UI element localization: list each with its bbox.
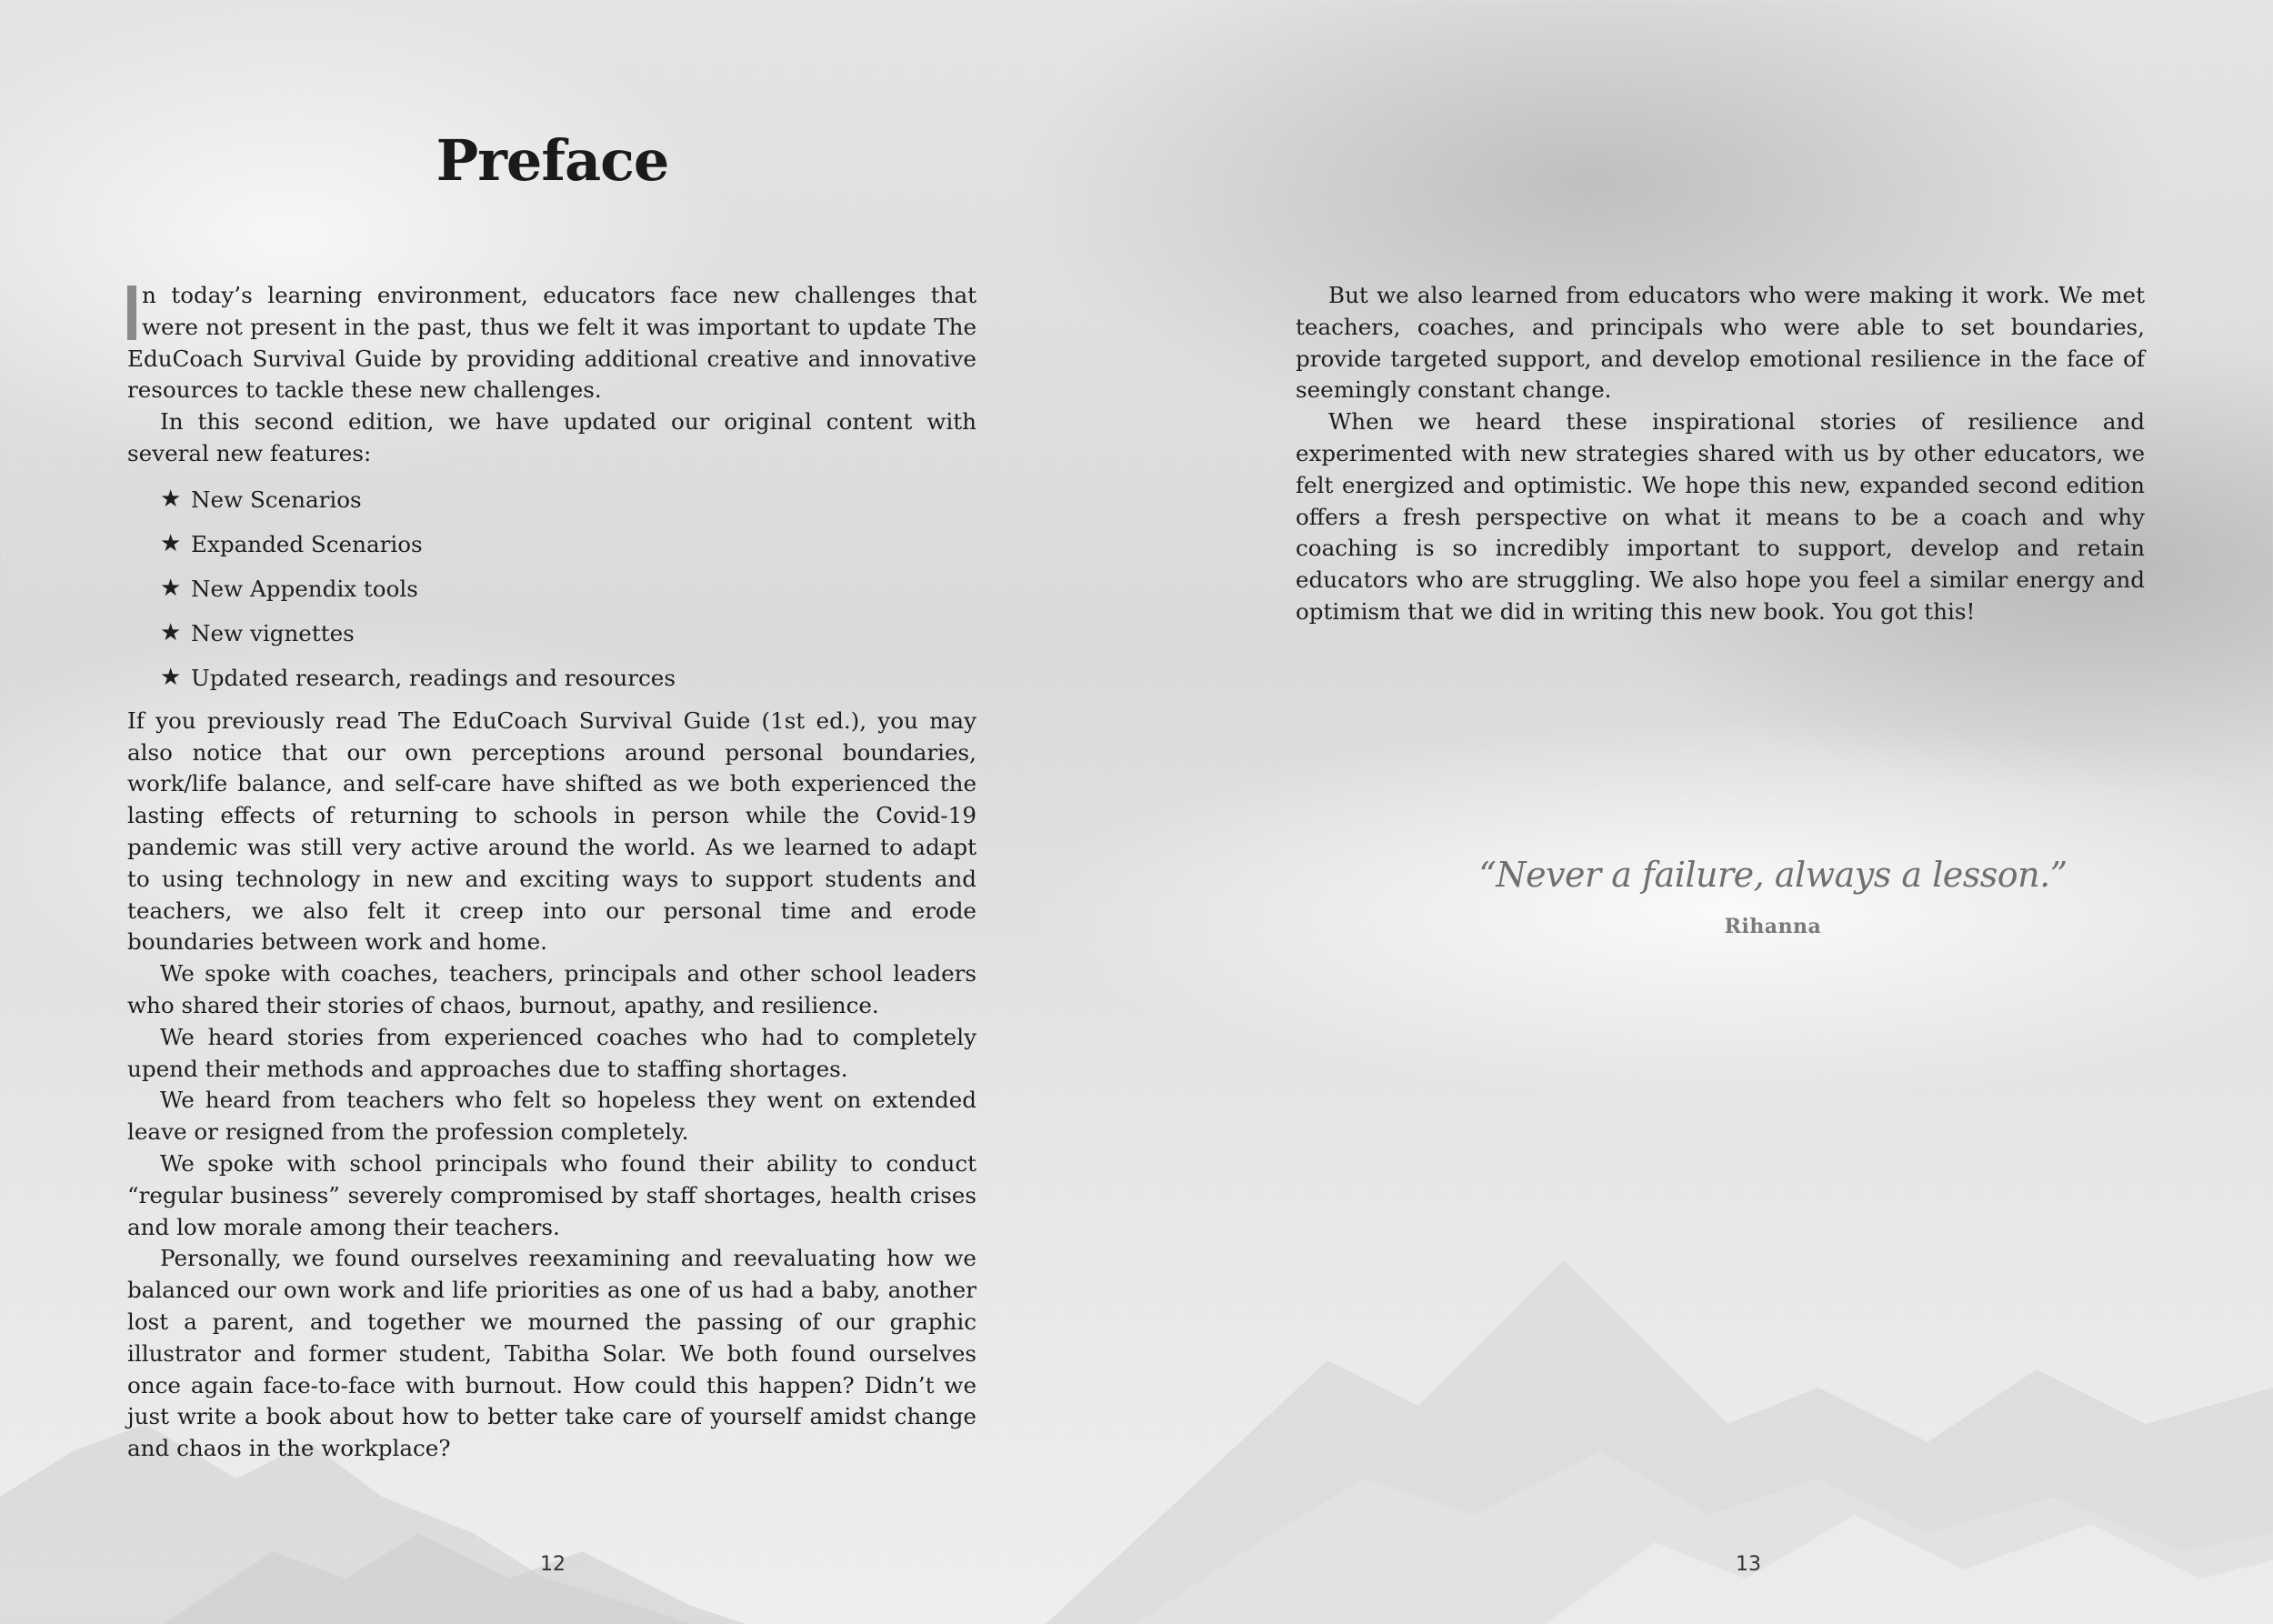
page-number: 13 bbox=[1736, 1553, 1761, 1576]
body-paragraph: We heard from teachers who felt so hopeless they went on extended leave or resigned from the profession completely. bbox=[127, 1087, 976, 1146]
left-page bbox=[0, 0, 1136, 1624]
star-icon: ★ bbox=[160, 530, 182, 558]
dropcap-mark bbox=[127, 286, 136, 340]
body-paragraph: We spoke with coaches, teachers, principals and other school leaders who shared their stories of chaos, burnout, apathy, and resilience. bbox=[127, 960, 976, 1018]
star-icon: ★ bbox=[160, 664, 182, 692]
left-text-column bbox=[127, 280, 976, 1465]
body-paragraph: Personally, we found ourselves reexamining and reevaluating how we balanced our own work and life priorities as one of us had a baby, another lost a parent, and together we mourned the passing of our graphic illustrator and former student, Tabitha Solar. We both found ourselves once again face-to-face with burnout. How could this happen? Didn’t we just write a book about how to better take care of yourself amidst change and chaos in the workplace? bbox=[127, 1245, 976, 1462]
body-paragraph: We spoke with school principals who found their ability to conduct “regular business” severely compromised by staff shortages, health crises and low morale among their teachers. bbox=[127, 1149, 976, 1240]
list-item bbox=[160, 477, 976, 522]
page-number: 12 bbox=[540, 1553, 566, 1576]
list-item bbox=[160, 656, 976, 700]
body-paragraph: But we also learned from educators who were making it work. We met teachers, coaches, and principals who were able to set boundaries, provide targeted support, and develop emotional resilience in the face of seemingly constant change. bbox=[1296, 282, 2145, 404]
right-text-column bbox=[1296, 280, 2145, 628]
list-item bbox=[160, 611, 976, 656]
body-paragraph: When we heard these inspirational stories of resilience and experimented with new strategies shared with us by other educators, we felt energized and optimistic. We hope this new, expanded second edition offers a fresh perspective on what it means to be a coach and why coaching is so incredibly important to support, develop and retain educators who are struggling. We also hope you feel a similar energy and optimism that we did in writing this new book. You got this! bbox=[1296, 408, 2145, 625]
star-icon: ★ bbox=[160, 486, 182, 514]
quote-author: Rihanna bbox=[1724, 915, 1822, 938]
feature-label: New Appendix tools bbox=[191, 575, 418, 602]
epigraph-quote: “Never a failure, always a lesson.” bbox=[1478, 855, 2068, 895]
star-icon: ★ bbox=[160, 575, 182, 603]
page-title: Preface bbox=[436, 127, 669, 194]
intro-text: n today’s learning environment, educators face new challenges that were not present in the past, thus we felt it was important to update The EduCoach Survival Guide by providing additional creative and innovative resources to tackle these new challenges. bbox=[127, 282, 976, 404]
features-list bbox=[127, 477, 976, 700]
feature-label: Expanded Scenarios bbox=[191, 530, 423, 557]
feature-label: New Scenarios bbox=[191, 486, 362, 513]
right-page bbox=[1136, 0, 2273, 1624]
body-paragraph: If you previously read The EduCoach Survival Guide (1st ed.), you may also notice that our own perceptions around personal boundaries, work/life balance, and self-care have shifted as we both experienced the lasting effects of returning to schools in person while the Covid-19 pandemic was still very active around the world. As we learned to adapt to using technology in new and exciting ways to support students and teachers, we also felt it creep into our personal time and erode boundaries between work and home. bbox=[127, 707, 976, 956]
star-icon: ★ bbox=[160, 619, 182, 647]
edition-paragraph: In this second edition, we have updated our original content with several new features: bbox=[127, 408, 976, 466]
intro-paragraph bbox=[127, 280, 976, 406]
list-item bbox=[160, 566, 976, 611]
body-paragraph: We heard stories from experienced coaches who had to completely upend their methods and approaches due to staffing shortages. bbox=[127, 1023, 976, 1082]
list-item bbox=[160, 522, 976, 566]
feature-label: Updated research, readings and resources bbox=[191, 664, 676, 691]
feature-label: New vignettes bbox=[191, 619, 355, 647]
